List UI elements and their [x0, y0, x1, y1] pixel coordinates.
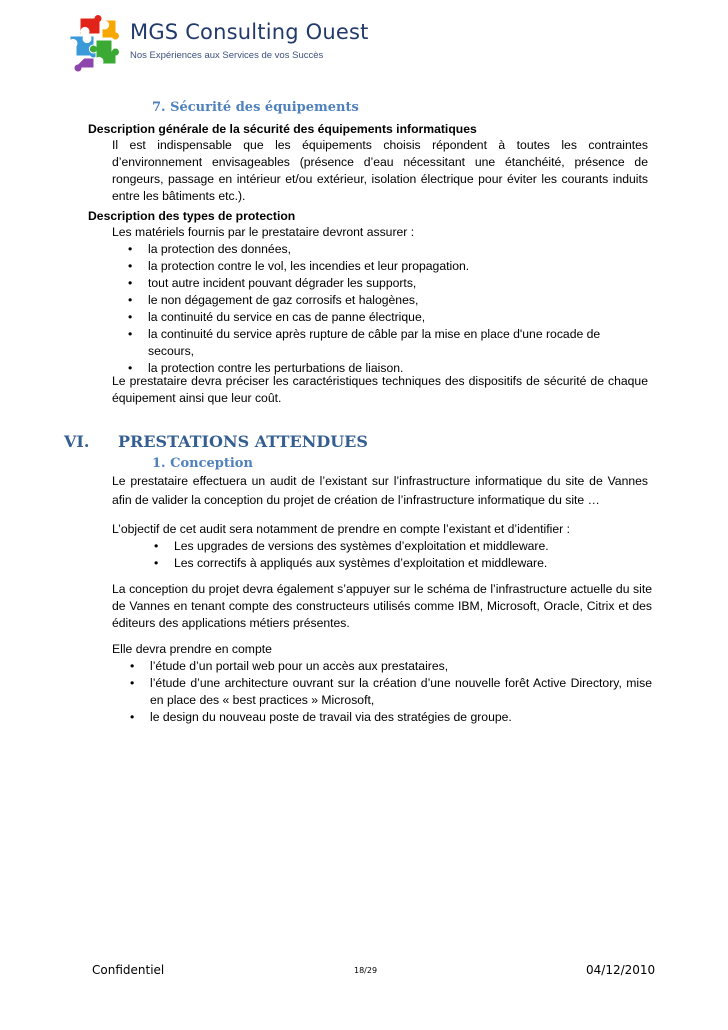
document-header — [66, 14, 369, 74]
bullet-icon: • — [130, 659, 135, 673]
list-item — [126, 241, 626, 258]
list-item-text: la continuité du service en cas de panne électrique, — [148, 310, 426, 324]
list-item-text: la protection contre le vol, les incendies et leur propagation. — [148, 259, 470, 273]
footer-confidential: Confidentiel — [92, 963, 165, 977]
list-item-text: tout autre incident pouvant dégrader les supports, — [148, 276, 417, 290]
list-item — [128, 709, 652, 726]
list-item — [126, 292, 626, 309]
bullet-icon: • — [128, 327, 133, 341]
list-item — [126, 258, 626, 275]
bullet-icon: • — [128, 259, 133, 273]
conception-paragraph-2 — [112, 521, 652, 538]
footer-page-number: 18/29 — [354, 966, 378, 975]
bullet-icon: • — [128, 310, 133, 324]
protection-types-list — [126, 241, 626, 377]
list-item-text: le non dégagement de gaz corrosifs et halogènes, — [148, 293, 419, 307]
list-item — [128, 675, 652, 709]
list-item-text: Les correctifs à appliqués aux systèmes d’exploitation et middleware. — [174, 556, 548, 570]
list-item-text: Les upgrades de versions des systèmes d’exploitation et middleware. — [174, 539, 549, 553]
section-vi-numeral: VI. — [64, 432, 90, 451]
list-item-text: le design du nouveau poste de travail via des stratégies de groupe. — [150, 710, 512, 724]
protection-types-intro — [112, 224, 652, 241]
conception-paragraph-4 — [112, 641, 652, 658]
bullet-icon: • — [128, 293, 133, 307]
bullet-icon: • — [128, 276, 133, 290]
list-item-text: la continuité du service après rupture de câble par la mise en place d'une rocade de secours, — [148, 327, 601, 358]
list-item — [126, 326, 626, 360]
list-item-text: l’étude d’une architecture ouvrant sur la création d’une nouvelle forêt Active Directory, mise en place des « best practices » Microsoft, — [150, 676, 652, 707]
conception-requirements-list — [128, 658, 652, 726]
general-security-title: Description générale de la sécurité des équipements informatiques — [88, 122, 477, 136]
bullet-icon: • — [130, 710, 135, 724]
bullet-icon: • — [130, 676, 135, 690]
conception-heading: 1. Conception — [152, 456, 253, 471]
general-security-text — [112, 137, 648, 205]
list-item — [152, 555, 632, 572]
list-item-text: l’étude d’un portail web pour un accès aux prestataires, — [150, 659, 449, 673]
conception-paragraph-2-text: L’objectif de cet audit sera notamment de prendre en compte l’existant et d’identifier : — [112, 522, 570, 536]
protection-types-title: Description des types de protection — [88, 209, 296, 223]
list-item-text: la protection contre les perturbations de liaison. — [148, 361, 404, 375]
company-tagline: Nos Expériences aux Services de vos Succès — [130, 50, 324, 61]
section-7-heading: 7. Sécurité des équipements — [152, 100, 359, 115]
section-vi-heading: PRESTATIONS ATTENDUES — [118, 432, 368, 451]
conception-paragraph-3 — [112, 581, 652, 632]
list-item-text: la protection des données, — [148, 242, 291, 256]
audit-objectives-list — [152, 538, 632, 572]
bullet-icon: • — [128, 242, 133, 256]
conception-paragraph-4-text: Elle devra prendre en compte — [112, 642, 272, 656]
list-item — [128, 658, 652, 675]
general-security-paragraph: Il est indispensable que les équipements choisis répondent à toutes les contraintes d’environnement envisageables (présence d’eau nécessitant une étanchéité, présence de rongeurs, passage en intérieur et/ou extérieur, isolation électrique pour éviter les courants induits entre les bâtiments etc.). — [112, 138, 648, 203]
conception-paragraph-3-text: La conception du projet devra également s’appuyer sur le schéma de l’infrastructure actuelle du site de Vannes en tenant compte des constructeurs utilisés comme IBM, Microsoft, Oracle, Citrix et des éditeurs des applications métiers présentes. — [112, 582, 652, 630]
bullet-icon: • — [128, 361, 133, 375]
footer-date: 04/12/2010 — [586, 963, 656, 977]
list-item — [126, 309, 626, 326]
bullet-icon: • — [154, 539, 159, 553]
protection-types-intro-text: Les matériels fournis par le prestataire devront assurer : — [112, 225, 415, 239]
company-name: MGS Consulting Ouest — [130, 20, 369, 44]
bullet-icon: • — [154, 556, 159, 570]
list-item — [152, 538, 632, 555]
list-item — [126, 275, 626, 292]
protection-closing-text: Le prestataire devra préciser les caractéristiques techniques des dispositifs de sécurité de chaque équipement ainsi que leur coût. — [112, 374, 648, 405]
conception-paragraph-1-text: Le prestataire effectuera un audit de l’existant sur l’infrastructure informatique du site de Vannes afin de valider la conception du projet de création de l’infrastructure informatique du site … — [112, 474, 648, 507]
conception-paragraph-1 — [112, 472, 648, 510]
protection-closing — [112, 373, 648, 407]
puzzle-logo-icon — [66, 14, 128, 72]
